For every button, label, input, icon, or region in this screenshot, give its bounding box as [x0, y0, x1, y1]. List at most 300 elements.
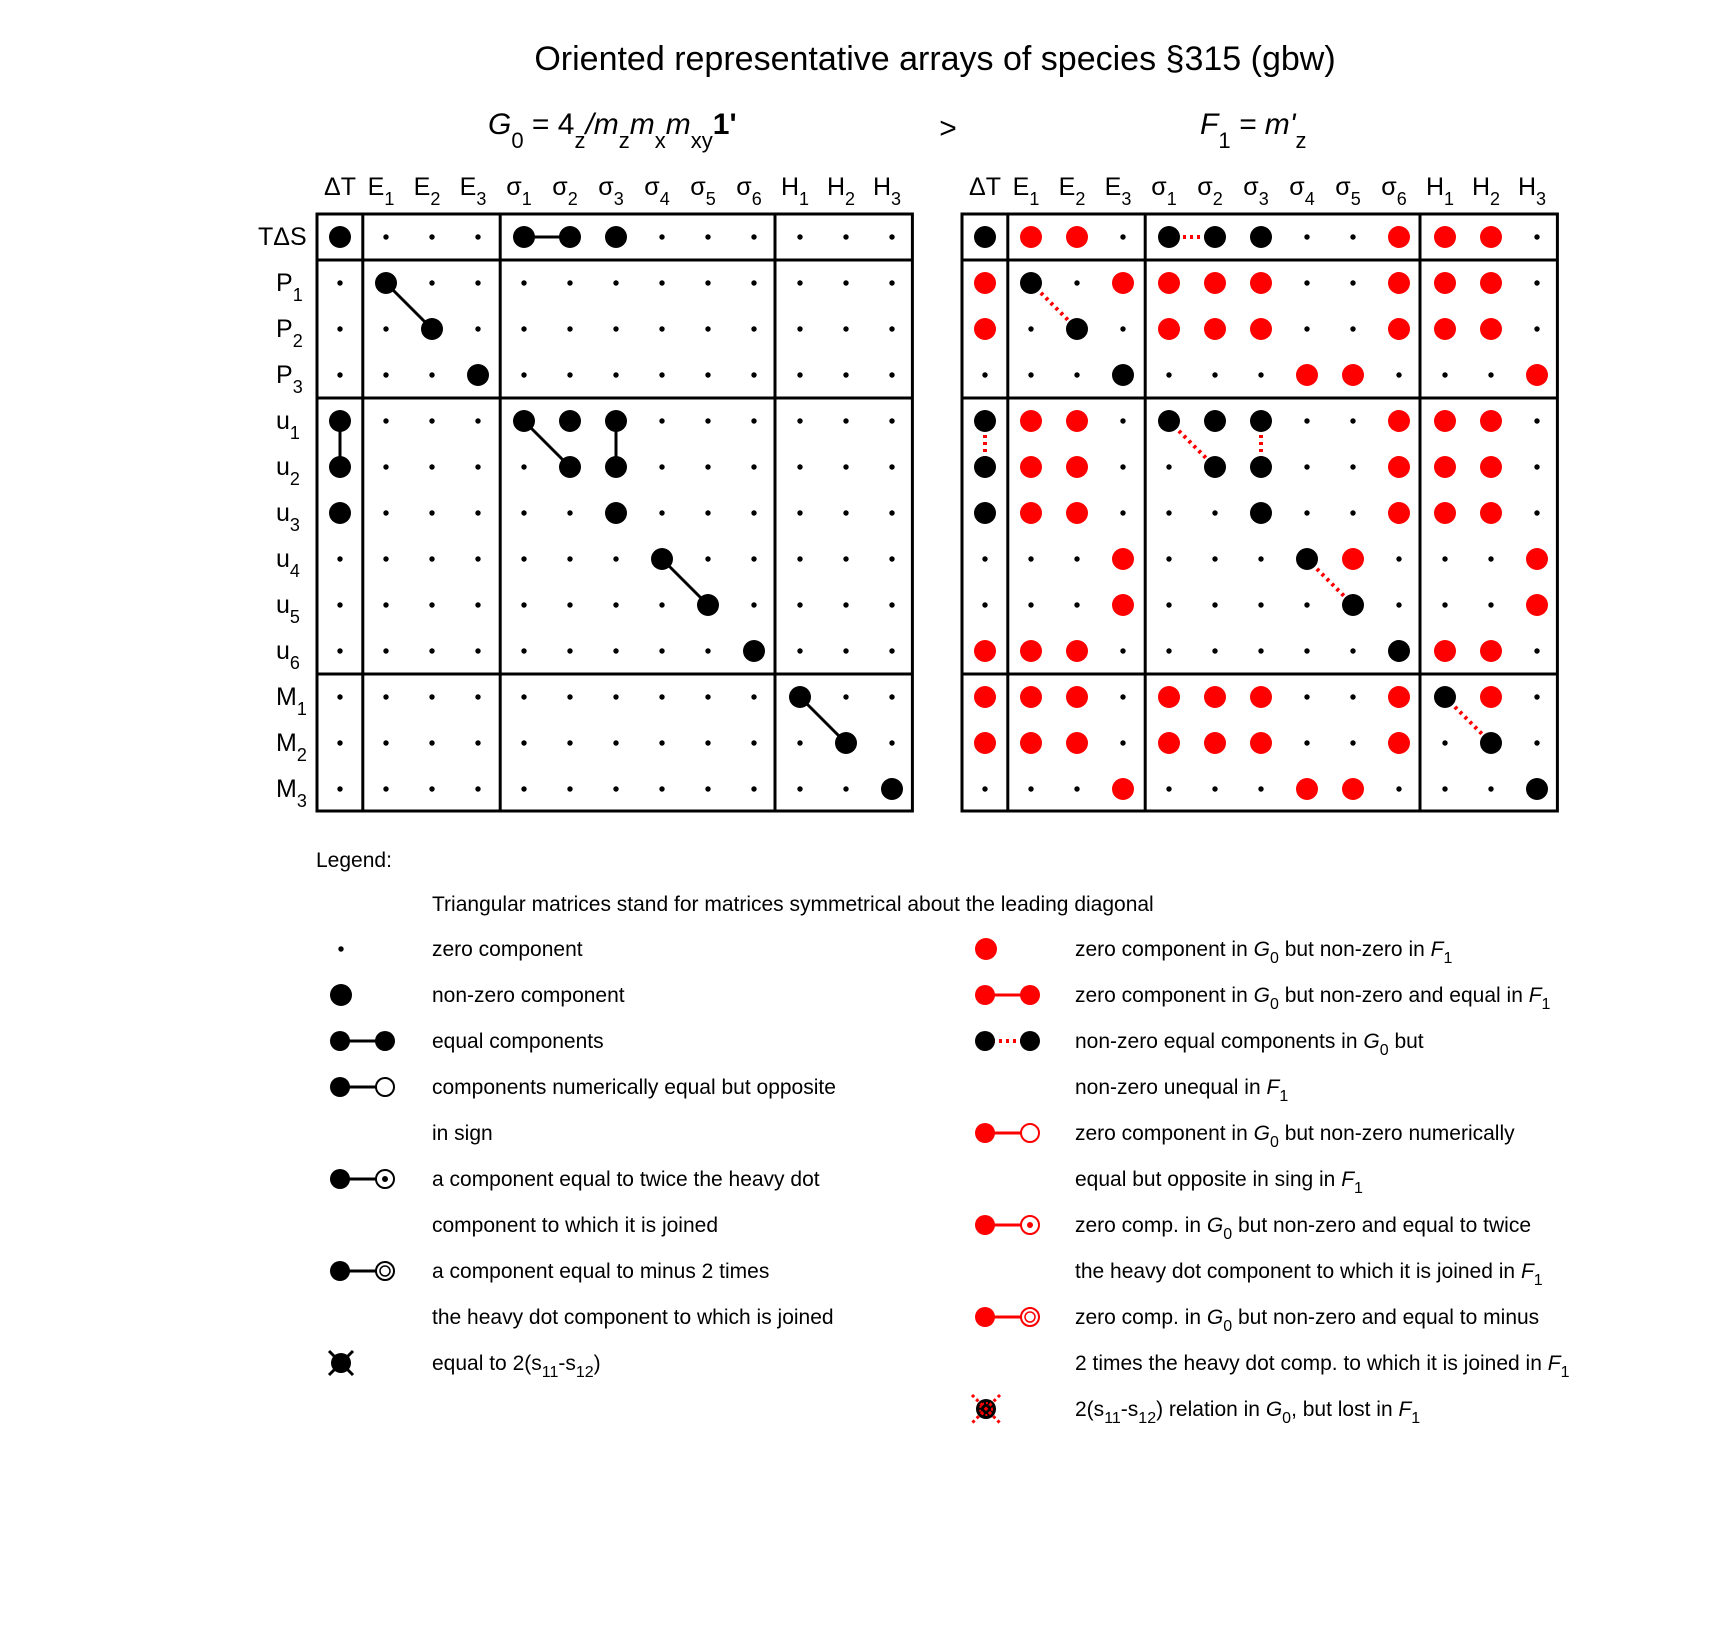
f1-col-header: $H_1$: [1425, 173, 1455, 209]
f1-zero-dot: [1028, 372, 1033, 377]
g0-non-zero-dot: [513, 410, 535, 432]
equal-pair-symbol: [330, 1031, 395, 1051]
g0-zero-dot: [659, 602, 664, 607]
f1-zero-dot: [1304, 510, 1309, 515]
f1-zero-dot: [1304, 602, 1309, 607]
f1-zero-dot: [1396, 372, 1401, 377]
f1-zero-dot: [1396, 786, 1401, 791]
f1-zero-dot: [1534, 418, 1539, 423]
f1-col-header: $\sigma_6$: [1381, 173, 1407, 209]
f1-red-dot: [1434, 640, 1456, 662]
g0-col-header: $H_2$: [826, 173, 856, 209]
f1-red-dot: [1112, 548, 1134, 570]
header-f1: $F_1 = m'_z$: [1200, 108, 1307, 153]
g0-zero-dot: [797, 464, 802, 469]
f1-zero-dot: [1442, 372, 1447, 377]
g0-zero-dot: [843, 602, 848, 607]
f1-zero-dot: [1074, 556, 1079, 561]
g0-non-zero-dot: [835, 732, 857, 754]
f1-non-zero-dot: [1204, 410, 1226, 432]
f1-red-dot: [1112, 272, 1134, 294]
g0-zero-dot: [843, 556, 848, 561]
g0-non-zero-dot: [375, 272, 397, 294]
f1-zero-dot: [1212, 648, 1217, 653]
g0-zero-dot: [659, 234, 664, 239]
legend-left-text: equal components: [432, 1030, 604, 1053]
g0-zero-dot: [521, 280, 526, 285]
f1-red-dot: [974, 640, 996, 662]
f1-red-dot: [1296, 364, 1318, 386]
f1-red-dot: [1388, 226, 1410, 248]
g0-zero-dot: [889, 556, 894, 561]
g0-non-zero-dot: [559, 226, 581, 248]
g0-zero-dot: [337, 786, 342, 791]
g0-zero-dot: [383, 602, 388, 607]
g0-zero-dot: [429, 510, 434, 515]
f1-zero-dot: [1396, 602, 1401, 607]
g0-zero-dot: [889, 510, 894, 515]
g0-zero-dot: [475, 464, 480, 469]
g0-col-header: $E_1$: [367, 173, 395, 209]
g0-zero-dot: [337, 280, 342, 285]
g0-zero-dot: [383, 372, 388, 377]
f1-red-dot: [1020, 686, 1042, 708]
g0-zero-dot: [337, 694, 342, 699]
g0-non-zero-dot: [513, 226, 535, 248]
matrix-g0: [317, 214, 912, 811]
legend-heading: Legend:: [316, 849, 392, 872]
g0-zero-dot: [521, 510, 526, 515]
f1-red-dot: [1250, 272, 1272, 294]
f1-red-dot: [974, 318, 996, 340]
g0-zero-dot: [705, 326, 710, 331]
g0-zero-dot: [475, 740, 480, 745]
g0-zero-dot: [429, 694, 434, 699]
f1-zero-dot: [1304, 234, 1309, 239]
f1-red-dot: [1020, 732, 1042, 754]
g0-zero-dot: [705, 464, 710, 469]
g0-zero-dot: [843, 280, 848, 285]
f1-zero-dot: [1212, 556, 1217, 561]
g0-zero-dot: [521, 694, 526, 699]
f1-zero-dot: [1396, 556, 1401, 561]
g0-non-zero-dot: [605, 456, 627, 478]
f1-zero-dot: [1304, 740, 1309, 745]
f1-zero-dot: [982, 786, 987, 791]
g0-non-zero-dot: [881, 778, 903, 800]
f1-zero-dot: [1350, 510, 1355, 515]
g0-zero-dot: [429, 418, 434, 423]
f1-red-dot: [1204, 732, 1226, 754]
dotted-pair-symbol: [975, 1031, 1040, 1051]
f1-col-header: $\sigma_3$: [1243, 173, 1269, 209]
g0-zero-dot: [475, 556, 480, 561]
g0-zero-dot: [659, 418, 664, 423]
g0-zero-dot: [889, 464, 894, 469]
f1-zero-dot: [1350, 418, 1355, 423]
row-header: $M_2$: [276, 729, 307, 765]
f1-zero-dot: [1534, 280, 1539, 285]
g0-zero-dot: [751, 418, 756, 423]
matrix-f1: [962, 214, 1557, 811]
g0-non-zero-dot: [605, 502, 627, 524]
g0-zero-dot: [613, 372, 618, 377]
f1-red-dot: [1480, 272, 1502, 294]
f1-red-dot: [1480, 686, 1502, 708]
f1-non-zero-dot: [1480, 732, 1502, 754]
g0-zero-dot: [383, 740, 388, 745]
g0-zero-dot: [889, 740, 894, 745]
row-header: $u_6$: [276, 637, 300, 673]
f1-red-dot: [1434, 272, 1456, 294]
red-dot-symbol: [975, 938, 997, 960]
g0-zero-dot: [337, 372, 342, 377]
g0-zero-dot: [797, 372, 802, 377]
g0-zero-dot: [337, 602, 342, 607]
legend-right-text: zero component in $G_0$ but non-zero numerically: [1075, 1122, 1515, 1151]
f1-red-dot: [1388, 502, 1410, 524]
g0-zero-dot: [751, 786, 756, 791]
g0-zero-dot: [383, 648, 388, 653]
f1-zero-dot: [1442, 786, 1447, 791]
g0-zero-dot: [797, 786, 802, 791]
g0-zero-dot: [521, 786, 526, 791]
legend-note: Triangular matrices stand for matrices symmetrical about the leading diagonal: [432, 893, 1154, 916]
g0-zero-dot: [521, 602, 526, 607]
f1-zero-dot: [1488, 786, 1493, 791]
g0-zero-dot: [797, 740, 802, 745]
g0-zero-dot: [705, 372, 710, 377]
g0-zero-dot: [889, 372, 894, 377]
g0-zero-dot: [751, 510, 756, 515]
g0-zero-dot: [843, 648, 848, 653]
f1-col-header: $\sigma_5$: [1335, 173, 1361, 209]
f1-zero-dot: [1442, 556, 1447, 561]
f1-non-zero-dot: [974, 226, 996, 248]
legend-left-text: equal to $2(s_{11}-s_{12})$: [432, 1352, 601, 1381]
g0-zero-dot: [521, 326, 526, 331]
g0-zero-dot: [843, 694, 848, 699]
legend: [316, 849, 1570, 1427]
f1-red-dot: [1388, 318, 1410, 340]
g0-zero-dot: [475, 234, 480, 239]
g0-zero-dot: [475, 648, 480, 653]
f1-red-dot: [1342, 364, 1364, 386]
f1-red-dot: [1112, 778, 1134, 800]
f1-zero-dot: [1350, 694, 1355, 699]
f1-col-header: $E_1$: [1012, 173, 1040, 209]
g0-zero-dot: [843, 510, 848, 515]
g0-non-zero-dot: [605, 226, 627, 248]
f1-zero-dot: [1534, 326, 1539, 331]
f1-non-zero-dot: [974, 410, 996, 432]
g0-zero-dot: [659, 786, 664, 791]
f1-zero-dot: [982, 372, 987, 377]
f1-non-zero-dot: [1158, 226, 1180, 248]
g0-zero-dot: [843, 326, 848, 331]
f1-zero-dot: [1166, 602, 1171, 607]
g0-zero-dot: [889, 602, 894, 607]
g0-zero-dot: [521, 648, 526, 653]
f1-red-dot: [1066, 686, 1088, 708]
header-g0: $G_0 = 4_z/m_zm_xm_{xy}1'$: [488, 108, 737, 153]
g0-col-header: $\sigma_2$: [552, 173, 578, 209]
g0-zero-dot: [613, 280, 618, 285]
g0-zero-dot: [383, 694, 388, 699]
g0-zero-dot: [429, 464, 434, 469]
g0-zero-dot: [797, 234, 802, 239]
legend-right-text: zero component in $G_0$ but non-zero in $F_1$: [1075, 938, 1453, 967]
g0-zero-dot: [705, 786, 710, 791]
row-header: $M_3$: [276, 775, 307, 811]
f1-red-dot: [974, 272, 996, 294]
f1-zero-dot: [1534, 234, 1539, 239]
g0-zero-dot: [429, 234, 434, 239]
minus2-pair-symbol: [330, 1261, 394, 1281]
f1-red-dot: [1066, 640, 1088, 662]
g0-zero-dot: [889, 280, 894, 285]
f1-zero-dot: [1028, 556, 1033, 561]
g0-zero-dot: [383, 786, 388, 791]
f1-red-dot: [1434, 318, 1456, 340]
g0-zero-dot: [797, 648, 802, 653]
f1-zero-dot: [1212, 602, 1217, 607]
g0-zero-dot: [659, 464, 664, 469]
g0-non-zero-dot: [651, 548, 673, 570]
f1-non-zero-dot: [1066, 318, 1088, 340]
f1-zero-dot: [1534, 510, 1539, 515]
twice-pair-symbol: [330, 1169, 394, 1189]
g0-zero-dot: [751, 234, 756, 239]
g0-zero-dot: [705, 740, 710, 745]
relation-symbol: >: [939, 112, 957, 145]
legend-right-text: equal but opposite in sing in $F_1$: [1075, 1168, 1363, 1197]
f1-red-dot: [1066, 502, 1088, 524]
g0-zero-dot: [659, 740, 664, 745]
page-title: Oriented representative arrays of species §315 (gbw): [534, 40, 1336, 78]
f1-zero-dot: [1488, 372, 1493, 377]
f1-zero-dot: [1304, 648, 1309, 653]
g0-zero-dot: [475, 602, 480, 607]
f1-zero-dot: [1350, 326, 1355, 331]
g0-zero-dot: [567, 326, 572, 331]
g0-zero-dot: [567, 280, 572, 285]
f1-zero-dot: [1166, 510, 1171, 515]
g0-zero-dot: [889, 418, 894, 423]
f1-zero-dot: [1258, 786, 1263, 791]
f1-zero-dot: [1350, 464, 1355, 469]
g0-zero-dot: [429, 740, 434, 745]
row-header: $P_2$: [276, 315, 303, 351]
legend-left-text: component to which it is joined: [432, 1214, 718, 1237]
g0-zero-dot: [429, 602, 434, 607]
f1-red-dot: [1526, 548, 1548, 570]
g0-zero-dot: [429, 648, 434, 653]
f1-non-zero-dot: [1342, 594, 1364, 616]
f1-red-dot: [1158, 272, 1180, 294]
f1-red-dot: [1342, 778, 1364, 800]
f1-col-header: $E_3$: [1104, 173, 1132, 209]
f1-non-zero-dot: [974, 502, 996, 524]
f1-red-dot: [1066, 732, 1088, 754]
g0-zero-dot: [337, 740, 342, 745]
red-twice-pair-symbol: [975, 1215, 1039, 1235]
f1-zero-dot: [1350, 280, 1355, 285]
legend-right-text: non-zero unequal in $F_1$: [1075, 1076, 1289, 1105]
row-header: $u_2$: [276, 453, 300, 489]
legend-left-text: a component equal to twice the heavy dot: [432, 1168, 820, 1191]
g0-zero-dot: [659, 510, 664, 515]
f1-red-dot: [1480, 640, 1502, 662]
g0-non-zero-dot: [559, 410, 581, 432]
f1-zero-dot: [1304, 418, 1309, 423]
f1-red-dot: [1480, 502, 1502, 524]
g0-zero-dot: [613, 326, 618, 331]
f1-zero-dot: [1534, 694, 1539, 699]
f1-red-dot: [1158, 318, 1180, 340]
g0-zero-dot: [843, 418, 848, 423]
g0-zero-dot: [705, 234, 710, 239]
f1-zero-dot: [1534, 740, 1539, 745]
f1-zero-dot: [1028, 602, 1033, 607]
g0-zero-dot: [705, 510, 710, 515]
f1-non-zero-dot: [1434, 686, 1456, 708]
g0-zero-dot: [613, 648, 618, 653]
f1-zero-dot: [1258, 372, 1263, 377]
legend-right-text: the heavy dot component to which it is joined in $F_1$: [1075, 1260, 1543, 1289]
f1-red-dot: [1388, 410, 1410, 432]
f1-red-dot: [1020, 456, 1042, 478]
f1-col-header: $\sigma_1$: [1151, 173, 1177, 209]
f1-zero-dot: [1258, 602, 1263, 607]
g0-zero-dot: [567, 740, 572, 745]
f1-non-zero-dot: [1526, 778, 1548, 800]
g0-zero-dot: [889, 694, 894, 699]
legend-right-text: zero comp. in $G_0$ but non-zero and equal to twice: [1075, 1214, 1532, 1243]
f1-red-dot: [1250, 318, 1272, 340]
g0-zero-dot: [751, 280, 756, 285]
f1-red-dot: [1066, 410, 1088, 432]
f1-non-zero-dot: [1112, 364, 1134, 386]
row-header: $P_1$: [276, 269, 303, 305]
g0-zero-dot: [797, 280, 802, 285]
f1-zero-dot: [1028, 786, 1033, 791]
g0-non-zero-dot: [329, 456, 351, 478]
f1-zero-dot: [1120, 418, 1125, 423]
g0-zero-dot: [613, 556, 618, 561]
g0-col-header: $H_1$: [780, 173, 810, 209]
f1-col-header: $\sigma_2$: [1197, 173, 1223, 209]
f1-zero-dot: [1534, 648, 1539, 653]
f1-red-dot: [1342, 548, 1364, 570]
f1-zero-dot: [1534, 464, 1539, 469]
f1-red-dot: [1388, 272, 1410, 294]
f1-non-zero-dot: [974, 456, 996, 478]
legend-left-text: zero component: [432, 938, 583, 961]
f1-non-zero-dot: [1204, 456, 1226, 478]
g0-zero-dot: [475, 694, 480, 699]
g0-zero-dot: [889, 648, 894, 653]
f1-red-dot: [974, 732, 996, 754]
opposite-pair-symbol: [330, 1077, 394, 1097]
f1-zero-dot: [1166, 786, 1171, 791]
legend-right-text: zero comp. in $G_0$ but non-zero and equal to minus: [1075, 1306, 1540, 1335]
f1-col-header: ΔT: [969, 173, 1001, 201]
f1-zero-dot: [982, 556, 987, 561]
f1-zero-dot: [1120, 510, 1125, 515]
f1-red-dot: [1388, 456, 1410, 478]
g0-zero-dot: [567, 786, 572, 791]
f1-red-dot: [1480, 226, 1502, 248]
g0-zero-dot: [797, 602, 802, 607]
f1-zero-dot: [1212, 372, 1217, 377]
g0-zero-dot: [567, 602, 572, 607]
f1-non-zero-dot: [1250, 456, 1272, 478]
f1-non-zero-dot: [1250, 410, 1272, 432]
f1-non-zero-dot: [1250, 226, 1272, 248]
g0-zero-dot: [659, 326, 664, 331]
f1-zero-dot: [1442, 740, 1447, 745]
f1-non-zero-dot: [1158, 410, 1180, 432]
g0-zero-dot: [383, 464, 388, 469]
g0-non-zero-dot: [743, 640, 765, 662]
lost-crossed-dot-symbol: [972, 1395, 1000, 1423]
f1-zero-dot: [1166, 372, 1171, 377]
f1-red-dot: [1020, 226, 1042, 248]
g0-zero-dot: [797, 326, 802, 331]
f1-zero-dot: [1028, 326, 1033, 331]
g0-zero-dot: [705, 694, 710, 699]
g0-zero-dot: [751, 694, 756, 699]
f1-red-dot: [974, 686, 996, 708]
f1-zero-dot: [1120, 234, 1125, 239]
f1-red-dot: [1020, 640, 1042, 662]
g0-zero-dot: [521, 464, 526, 469]
f1-red-dot: [1434, 226, 1456, 248]
legend-left-text: the heavy dot component to which is joined: [432, 1306, 834, 1329]
f1-col-header: $H_3$: [1517, 173, 1547, 209]
f1-red-dot: [1204, 318, 1226, 340]
f1-zero-dot: [1488, 556, 1493, 561]
g0-col-header: $E_3$: [459, 173, 487, 209]
g0-zero-dot: [705, 648, 710, 653]
f1-non-zero-dot: [1250, 502, 1272, 524]
f1-red-dot: [1204, 686, 1226, 708]
f1-zero-dot: [1258, 648, 1263, 653]
g0-non-zero-dot: [467, 364, 489, 386]
big-dot-symbol: [330, 984, 352, 1006]
f1-zero-dot: [1120, 326, 1125, 331]
red-opposite-pair-symbol: [975, 1123, 1039, 1143]
g0-zero-dot: [475, 326, 480, 331]
f1-red-dot: [1250, 686, 1272, 708]
f1-non-zero-dot: [1020, 272, 1042, 294]
g0-col-header: $E_2$: [413, 173, 441, 209]
f1-red-dot: [1434, 410, 1456, 432]
crossed-dot-symbol: [329, 1351, 353, 1375]
small-dot-symbol: [338, 946, 343, 951]
legend-left-text: components numerically equal but opposite: [432, 1076, 836, 1099]
f1-zero-dot: [982, 602, 987, 607]
f1-zero-dot: [1120, 740, 1125, 745]
g0-non-zero-dot: [605, 410, 627, 432]
f1-zero-dot: [1166, 556, 1171, 561]
f1-non-zero-dot: [1388, 640, 1410, 662]
g0-zero-dot: [429, 786, 434, 791]
f1-red-dot: [1296, 778, 1318, 800]
f1-red-dot: [1480, 410, 1502, 432]
g0-zero-dot: [521, 372, 526, 377]
